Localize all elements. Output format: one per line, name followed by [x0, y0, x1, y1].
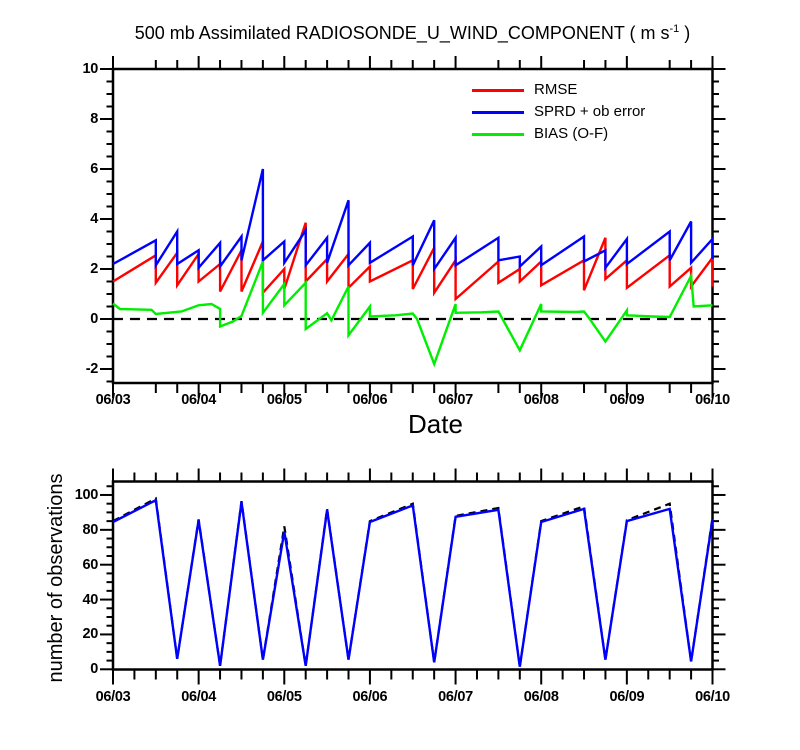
- legend-label-rmse: RMSE: [534, 81, 578, 98]
- x-tick-label: 06/06: [352, 392, 388, 408]
- x-tick-label: 06/08: [523, 689, 559, 705]
- y-tick-label: 8: [90, 111, 98, 127]
- legend-row-bias: [472, 123, 645, 145]
- x-tick-label: 06/07: [438, 689, 473, 705]
- x-tick-label: 06/04: [181, 689, 217, 705]
- x-tick-label: 06/10: [695, 689, 730, 705]
- x-tick-label: 06/03: [95, 392, 131, 408]
- obs-y-axis-title: number of observations: [45, 473, 67, 683]
- y-tick-label: 100: [74, 486, 98, 503]
- rmse-line-swatch: [472, 89, 524, 92]
- legend-row-rmse: [472, 79, 645, 101]
- legend: [472, 79, 645, 145]
- x-tick-label: 06/09: [609, 392, 645, 408]
- chart-title-text: 500 mb Assimilated RADIOSONDE_U_WIND_COMPONENT ( m s: [134, 23, 670, 43]
- x-tick-label: 06/03: [95, 689, 131, 705]
- y-tick-label: 0: [90, 311, 98, 327]
- series-observations-possible: [113, 499, 713, 667]
- series-sprd-ob-error: [113, 169, 713, 269]
- y-tick-label: 0: [90, 661, 98, 678]
- chart-title: [25, 20, 800, 43]
- legend-row-sprd: [472, 101, 645, 123]
- chart-title-superscript: -1: [669, 23, 680, 35]
- chart-title-suffix: ): [679, 23, 691, 43]
- y-tick-label: 40: [82, 591, 98, 608]
- x-tick-label: 06/04: [181, 392, 217, 408]
- y-tick-label: 6: [90, 161, 98, 177]
- y-tick-label: 60: [82, 556, 98, 573]
- y-tick-label: 2: [90, 261, 98, 277]
- x-tick-label: 06/05: [266, 392, 302, 408]
- x-axis-title: Date: [408, 409, 463, 439]
- x-tick-label: 06/07: [438, 392, 473, 408]
- x-tick-label: 06/06: [352, 689, 388, 705]
- x-tick-label: 06/10: [695, 392, 730, 408]
- y-tick-label: 4: [90, 211, 98, 227]
- x-tick-label: 06/05: [266, 689, 302, 705]
- x-tick-label: 06/08: [523, 392, 559, 408]
- y-tick-label: -2: [85, 361, 98, 377]
- series-observations-assimilated: [113, 500, 713, 667]
- legend-label-sprd: SPRD + ob error: [534, 103, 646, 120]
- bias-line-swatch: [472, 133, 524, 136]
- sprd-line-swatch: [472, 111, 524, 114]
- y-tick-label: 10: [82, 61, 98, 77]
- x-tick-label: 06/09: [609, 689, 645, 705]
- y-tick-label: 80: [82, 521, 98, 538]
- legend-label-bias: BIAS (O-F): [534, 125, 609, 142]
- y-tick-label: 20: [82, 626, 98, 643]
